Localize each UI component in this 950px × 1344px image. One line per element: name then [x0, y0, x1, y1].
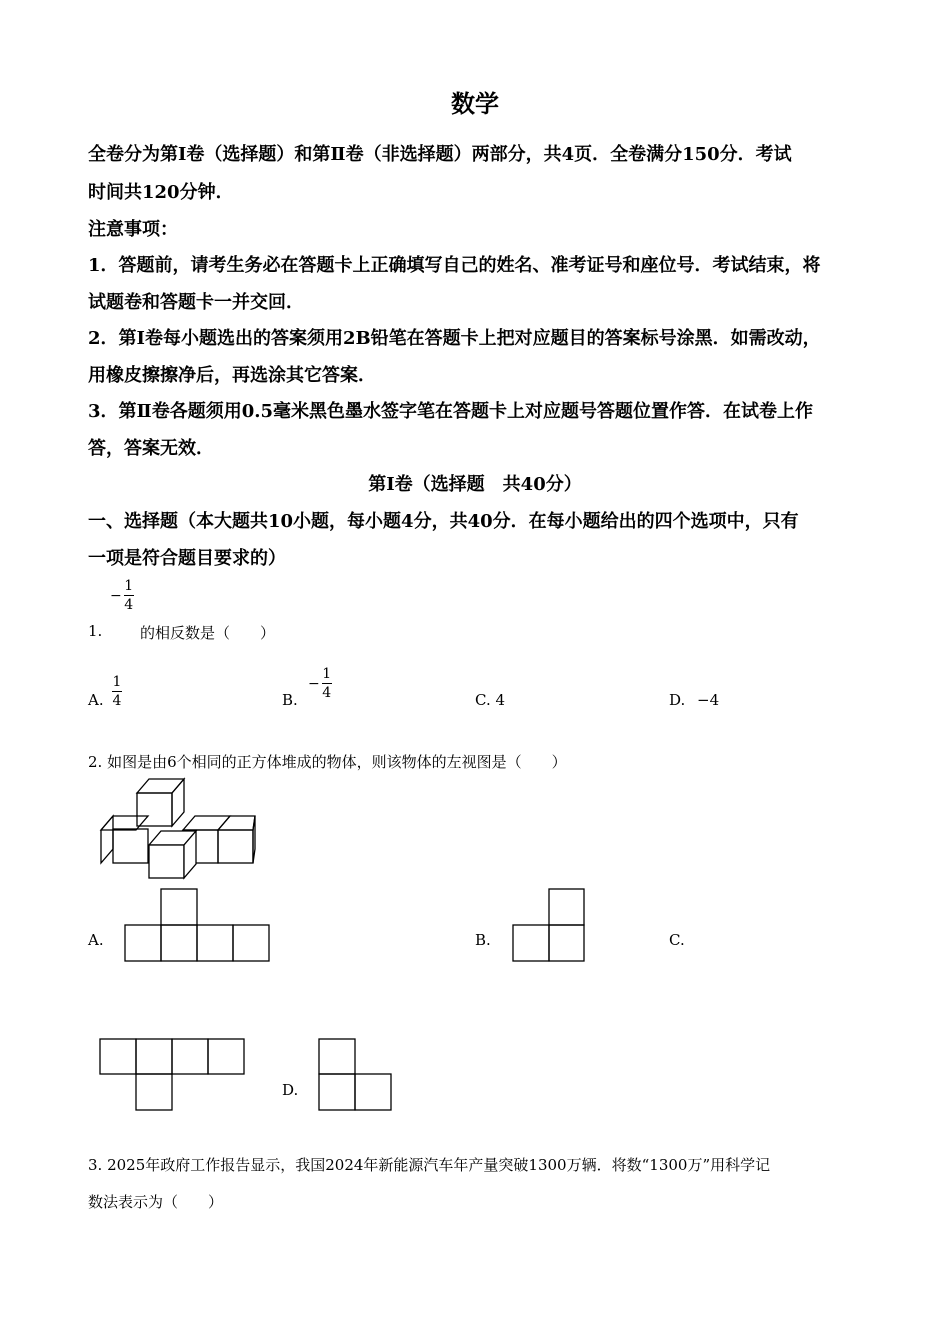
- notice-heading: 注意事项：: [88, 219, 178, 240]
- fraction-bar: [124, 595, 134, 596]
- q1-number: 1.: [88, 622, 103, 640]
- q1-option-c[interactable]: C. 4: [475, 691, 506, 709]
- notice-item-1-line-1: 1．答题前，请考生务必在答题卡上正确填写自己的姓名、准考证号和座位号．考试结束，将: [88, 255, 821, 276]
- top-cube-front: [137, 793, 172, 826]
- back-left-cube-top: [101, 816, 148, 830]
- fraction-bar: [322, 683, 332, 684]
- q2-option-c-label[interactable]: C.: [669, 931, 685, 949]
- q3-text-line-1: 3. 2025年政府工作报告显示，我国2024年新能源汽车年产量突破1300万辆．将数“1300万”用科学记: [88, 1156, 771, 1174]
- q1-fraction-numerator: 1: [124, 578, 134, 594]
- q1-option-b-numerator: 1: [322, 666, 332, 682]
- q2-text: 2. 如图是由6个相同的正方体堆成的物体，则该物体的左视图是（ ）: [88, 753, 567, 771]
- left-cube-side: [101, 816, 113, 863]
- q2-option-a-figure[interactable]: [125, 889, 269, 961]
- part1-instructions-line-1: 一、选择题（本大题共10小题，每小题4分，共40分．在每小题给出的四个选项中，只有: [88, 511, 799, 532]
- intro-line-2: 时间共120分钟．: [88, 182, 234, 203]
- q2-option-b-label[interactable]: B.: [475, 931, 491, 949]
- q1-option-a-label[interactable]: A.: [88, 691, 104, 709]
- q1-fraction: [110, 578, 134, 613]
- front-cube-front: [149, 845, 184, 878]
- right-cube-2-side: [253, 816, 255, 863]
- notice-item-1-line-2: 试题卷和答题卡一并交回．: [88, 292, 304, 313]
- q2-option-d-figure[interactable]: [319, 1039, 392, 1111]
- q1-option-b-fraction: [308, 666, 332, 701]
- notice-item-2-line-1: 2．第Ⅰ卷每小题选出的答案须用2B铅笔在答题卡上把对应题目的答案标号涂黑．如需改动，: [88, 328, 821, 349]
- intro-line-1: 全卷分为第Ⅰ卷（选择题）和第Ⅱ卷（非选择题）两部分，共4页．全卷满分150分．考试: [88, 144, 792, 165]
- q2-option-c-figure[interactable]: [100, 1039, 245, 1111]
- cube-stack-figure: [95, 775, 265, 880]
- notice-item-3-line-2: 答，答案无效．: [88, 438, 214, 459]
- q1-option-d-label[interactable]: D.: [669, 691, 686, 709]
- q1-option-b-denominator: 4: [322, 685, 332, 701]
- q1-option-a-numerator: 1: [112, 674, 122, 690]
- q1-option-a-fraction: [112, 671, 122, 709]
- q1-fraction-value: [124, 578, 134, 613]
- q1-option-b-label[interactable]: B.: [282, 691, 298, 709]
- back-middle-cube-top: [183, 816, 230, 830]
- section-title: 第Ⅰ卷（选择题 共40分）: [368, 474, 582, 495]
- q2-option-d-label[interactable]: D.: [282, 1081, 299, 1099]
- back-right-cube-top: [218, 816, 255, 830]
- left-cube-front: [113, 829, 148, 863]
- q1-fraction-sign: −: [110, 587, 122, 604]
- q2-option-a-label[interactable]: A.: [88, 931, 104, 949]
- q1-option-b-sign: −: [308, 675, 320, 692]
- right-cube-2-front: [218, 830, 253, 863]
- q2-option-b-figure[interactable]: [513, 889, 585, 961]
- notice-item-2-line-2: 用橡皮擦擦净后，再选涂其它答案．: [88, 365, 376, 386]
- q1-option-d-value: −4: [697, 691, 720, 709]
- q1-fraction-denominator: 4: [124, 597, 134, 613]
- top-cube-side-face: [172, 779, 184, 826]
- top-cube-top-face: [137, 779, 184, 793]
- q1-option-a-denominator: 4: [112, 693, 122, 709]
- q1-text: 的相反数是（ ）: [140, 624, 276, 642]
- fraction-bar: [112, 691, 122, 692]
- part1-instructions-line-2: 一项是符合题目要求的）: [88, 548, 286, 569]
- notice-item-3-line-1: 3．第Ⅱ卷各题须用0.5毫米黑色墨水签字笔在答题卡上对应题号答题位置作答．在试卷上作: [88, 401, 814, 422]
- q3-text-line-2: 数法表示为（ ）: [88, 1193, 224, 1211]
- page-title: 数学: [451, 89, 499, 118]
